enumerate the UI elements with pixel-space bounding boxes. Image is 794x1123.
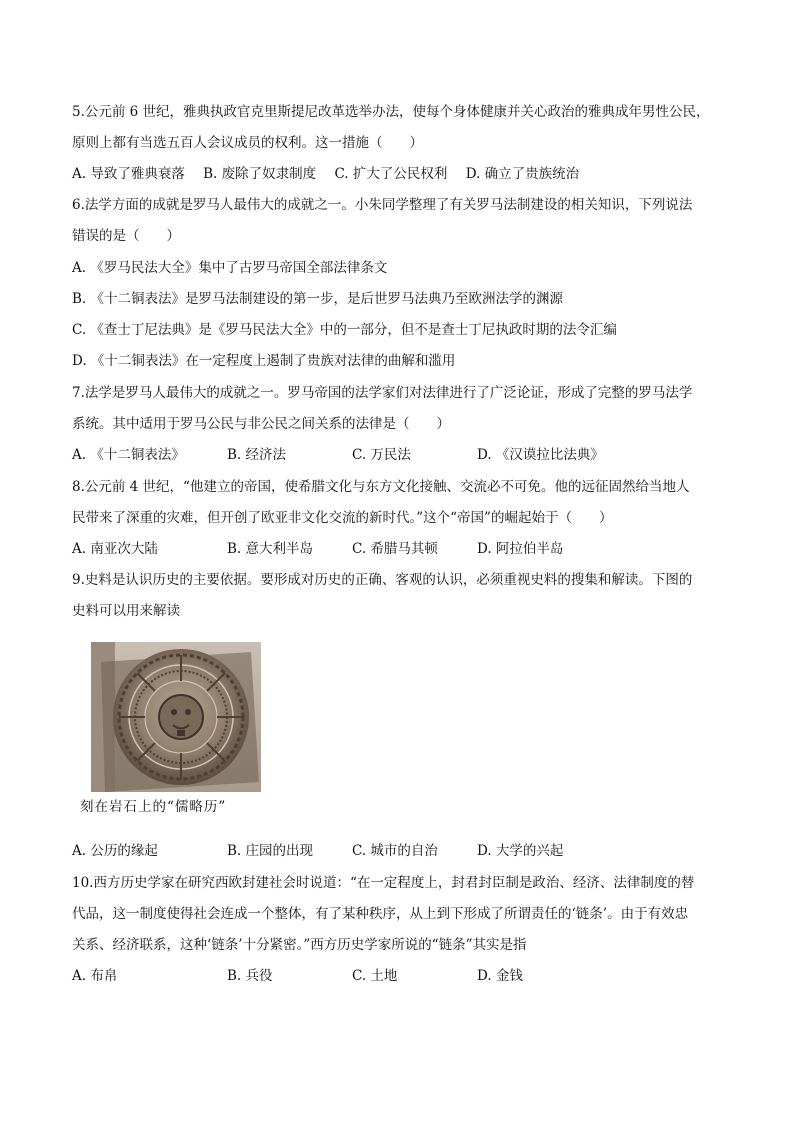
q10-option-b[interactable]: B. 兵役 [227, 968, 273, 984]
q9-option-c[interactable]: C. 城市的自治 [352, 843, 438, 859]
q10-stem-line1: 10.西方历史学家在研究西欧封建社会时说道：“在一定程度上，封君封臣制是政治、经济、法律制度的替 [72, 875, 695, 891]
q6-stem-line1: 6.法学方面的成就是罗马人最伟大的成就之一。小朱同学整理了有关罗马法制建设的相关知识，下列说法 [72, 197, 693, 213]
q10-options [72, 966, 732, 986]
stone-calendar-image [91, 642, 261, 792]
q8-option-b[interactable]: B. 意大利半岛 [227, 541, 314, 557]
q5-option-a[interactable]: A. 导致了雅典衰落 [72, 166, 185, 182]
q10-stem-line2: 代品，这一制度使得社会连成一个整体，有了某种秩序，从上到下形成了所谓责任的‘链条’。由于有效忠 [72, 906, 689, 922]
q7-option-c[interactable]: C. 万民法 [352, 447, 411, 463]
q9-stem-line1: 9.史料是认识历史的主要依据。要形成对历史的正确、客观的认识，必须重视史料的搜集和解读。下图的 [72, 572, 693, 588]
q8-option-c[interactable]: C. 希腊马其顿 [352, 541, 438, 557]
q7-option-b[interactable]: B. 经济法 [227, 447, 287, 463]
q9-options [72, 841, 732, 861]
q9-stem-line2: 史料可以用来解读 [72, 603, 180, 619]
q10-option-a[interactable]: A. 布帛 [72, 968, 118, 984]
q7-options [72, 445, 732, 465]
q9-option-d[interactable]: D. 大学的兴起 [477, 843, 564, 859]
q8-stem-line1: 8.公元前 4 世纪，“他建立的帝国，使希腊文化与东方文化接触、交流必不可免。他的远征固然给当地人 [72, 479, 690, 495]
q6-option-a[interactable]: A. 《罗马民法大全》集中了古罗马帝国全部法律条文 [72, 260, 388, 276]
q5-options [72, 164, 593, 184]
q6-option-b[interactable]: B. 《十二铜表法》是罗马法制建设的第一步，是后世罗马法典乃至欧洲法学的渊源 [72, 291, 564, 307]
q6-stem-line2: 错误的是（ ） [72, 228, 180, 244]
q8-stem-line2: 民带来了深重的灾难，但开创了欧亚非文化交流的新时代。”这个“帝国”的崛起始于（ ） [72, 510, 613, 526]
q7-option-d[interactable]: D. 《汉谟拉比法典》 [477, 447, 604, 463]
q7-stem-line2: 系统。其中适用于罗马公民与非公民之间关系的法律是（ ） [72, 416, 450, 432]
q6-option-d[interactable]: D. 《十二铜表法》在一定程度上遏制了贵族对法律的曲解和滥用 [72, 353, 456, 369]
q10-stem-line3: 关系、经济联系，这种‘链条’十分紧密。”西方历史学家所说的“链条”其实是指 [72, 937, 527, 953]
q10-option-c[interactable]: C. 土地 [352, 968, 398, 984]
q10-option-d[interactable]: D. 金钱 [477, 968, 523, 984]
q5-stem-line2: 原则上都有当选五百人会议成员的权利。这一措施（ ） [72, 135, 423, 151]
image-caption: 刻在岩石上的“儒略历” [80, 799, 227, 815]
q8-option-a[interactable]: A. 南亚次大陆 [72, 541, 158, 557]
q5-option-b[interactable]: B. 废除了奴隶制度 [203, 166, 317, 182]
q5-option-d[interactable]: D. 确立了贵族统治 [465, 166, 580, 182]
q9-option-a[interactable]: A. 公历的缘起 [72, 843, 158, 859]
q5-option-c[interactable]: C. 扩大了公民权利 [334, 166, 448, 182]
q8-option-d[interactable]: D. 阿拉伯半岛 [477, 541, 564, 557]
q8-options [72, 539, 732, 559]
q7-option-a[interactable]: A. 《十二铜表法》 [72, 447, 185, 463]
q7-stem-line1: 7.法学是罗马人最伟大的成就之一。罗马帝国的法学家们对法律进行了广泛论证，形成了完整的罗马法学 [72, 385, 693, 401]
q6-option-c[interactable]: C. 《查士丁尼法典》是《罗马民法大全》中的一部分，但不是查士丁尼执政时期的法令汇编 [72, 322, 617, 338]
q9-option-b[interactable]: B. 庄园的出现 [227, 843, 314, 859]
q5-stem-line1: 5.公元前 6 世纪，雅典执政官克里斯提尼改革选举办法，使每个身体健康并关心政治的雅典成年男性公民， [72, 104, 710, 120]
